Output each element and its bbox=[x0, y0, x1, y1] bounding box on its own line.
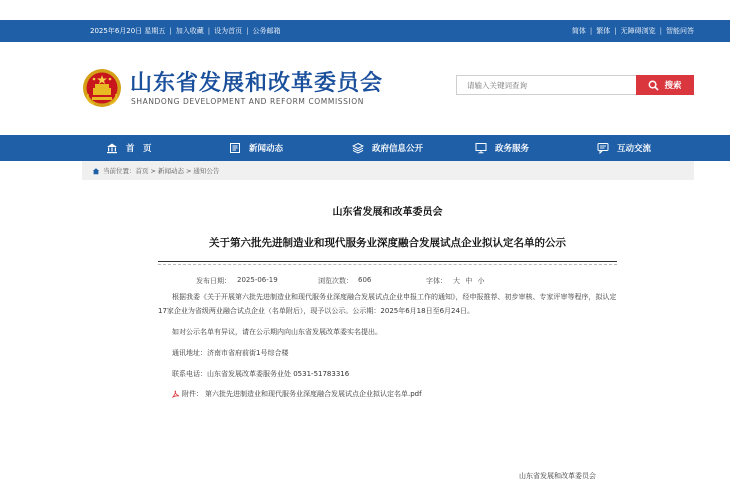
breadcrumb-home[interactable]: 首页 bbox=[135, 167, 149, 175]
nav-item-home[interactable] bbox=[106, 135, 152, 161]
monitor-icon bbox=[475, 142, 487, 154]
chat-icon bbox=[597, 142, 609, 154]
publish-date-label: 发布日期： bbox=[196, 277, 231, 285]
contact-phone: 联系电话：山东省发展改革委服务业处 0531-51783316 bbox=[172, 370, 350, 378]
article-paragraph-1: 根据我委《关于开展第六批先进制造业和现代服务业深度融合发展试点企业申报工作的通知》，经申报推荐、初步审核、专家评审等程序，拟认定17家企业为省级两业融合试点企业（名单附后），现予以公示。公示期：2025年6月18日至6月24日。 bbox=[158, 293, 617, 315]
nav-label-interaction: 互动交流 bbox=[617, 144, 652, 154]
national-emblem-icon bbox=[82, 68, 122, 108]
search-bar bbox=[456, 75, 694, 95]
accessibility-link[interactable]: 无障碍浏览 bbox=[620, 27, 656, 35]
view-count: 606 bbox=[358, 276, 372, 284]
topbar-right: 简体 | 繁体 | 无障碍浏览 | 智能问答 bbox=[571, 27, 694, 35]
font-small-button[interactable]: 小 bbox=[477, 277, 485, 285]
search-button-label: 搜索 bbox=[664, 81, 682, 91]
site-header bbox=[0, 42, 730, 135]
current-date: 2025年6月20日 星期五 bbox=[90, 27, 166, 35]
nav-item-gov-info[interactable] bbox=[352, 135, 423, 161]
topbar-left: 2025年6月20日 星期五 | 加入收藏 | 设为首页 | 公务邮箱 bbox=[90, 27, 281, 35]
nav-item-services[interactable] bbox=[475, 135, 529, 161]
simplified-chinese-link[interactable]: 简体 bbox=[571, 27, 586, 35]
search-input[interactable] bbox=[456, 75, 636, 95]
attachment-label: 附件： bbox=[182, 390, 203, 398]
site-title: 山东省发展和改革委员会 bbox=[130, 71, 384, 96]
title-divider bbox=[158, 261, 617, 262]
location-home-icon bbox=[92, 167, 100, 175]
title-divider-dashed bbox=[158, 264, 617, 265]
main-nav bbox=[0, 135, 730, 161]
breadcrumb-news[interactable]: 新闻动态 bbox=[157, 167, 184, 175]
breadcrumb-notices[interactable]: 通知公告 bbox=[193, 167, 220, 175]
layers-icon bbox=[352, 142, 364, 154]
top-bar bbox=[0, 20, 730, 42]
breadcrumb: 当前位置： 首页 > 新闻动态 > 通知公告 bbox=[82, 161, 694, 180]
view-count-label: 浏览次数： bbox=[318, 277, 353, 285]
search-button[interactable] bbox=[636, 75, 694, 95]
article-paragraph-2: 如对公示名单有异议，请在公示期内向山东省发展改革委实名提出。 bbox=[172, 328, 382, 336]
add-favorite-link[interactable]: 加入收藏 bbox=[175, 27, 204, 35]
nav-label-services: 政务服务 bbox=[495, 144, 530, 154]
breadcrumb-prefix: 当前位置： bbox=[103, 167, 136, 175]
article-title: 关于第六批先进制造业和现代服务业深度融合发展试点企业拟认定名单的公示 bbox=[209, 237, 566, 249]
nav-label-gov-info: 政府信息公开 bbox=[372, 144, 424, 154]
pdf-icon bbox=[172, 390, 180, 398]
attachment-file-name[interactable]: 第六批先进制造业和现代服务业深度融合发展试点企业拟认定名单.pdf bbox=[205, 390, 422, 398]
font-large-button[interactable]: 大 bbox=[453, 277, 460, 285]
site-subtitle: SHANDONG DEVELOPMENT AND REFORM COMMISSION bbox=[131, 97, 365, 106]
nav-label-home: 首 页 bbox=[126, 144, 152, 154]
nav-label-news: 新闻动态 bbox=[249, 144, 284, 154]
news-icon bbox=[229, 142, 241, 154]
traditional-chinese-link[interactable]: 繁体 bbox=[596, 27, 611, 35]
publish-date: 2025-06-19 bbox=[237, 276, 278, 284]
attachment-link[interactable] bbox=[172, 389, 422, 399]
official-email-link[interactable]: 公务邮箱 bbox=[252, 27, 281, 35]
article-org: 山东省发展和改革委员会 bbox=[332, 207, 443, 218]
search-icon bbox=[648, 80, 659, 91]
set-homepage-link[interactable]: 设为首页 bbox=[214, 27, 243, 35]
article-signature: 山东省发展和改革委员会 bbox=[519, 472, 596, 480]
nav-item-interaction[interactable] bbox=[597, 135, 651, 161]
font-size-label: 字体： bbox=[426, 277, 447, 285]
contact-address: 通讯地址：济南市省府前街1号综合楼 bbox=[172, 349, 289, 357]
home-icon bbox=[106, 142, 118, 154]
font-medium-button[interactable]: 中 bbox=[465, 277, 473, 285]
smart-qa-link[interactable]: 智能问答 bbox=[666, 27, 694, 35]
nav-item-news[interactable] bbox=[229, 135, 283, 161]
font-size-controls bbox=[450, 276, 484, 286]
